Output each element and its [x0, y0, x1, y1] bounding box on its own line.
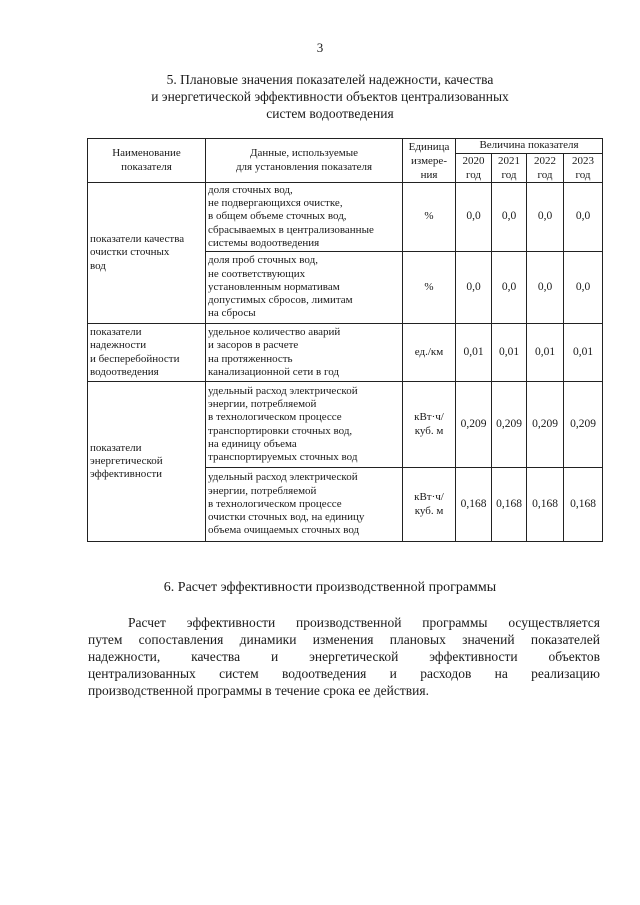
header-year — [492, 154, 527, 183]
cell-text: кВт·ч/ — [414, 411, 444, 424]
header-text: 2023 — [572, 155, 595, 167]
unit-cell — [403, 468, 456, 542]
source-data-cell — [206, 382, 403, 468]
value-cell: 0,0 — [492, 183, 527, 252]
paragraph-line: производственной программы в течение срока ее действия. — [88, 683, 429, 698]
header-text: ния — [420, 168, 438, 181]
value-cell: 0,209 — [456, 382, 492, 468]
header-source-data — [206, 139, 403, 183]
unit-cell — [403, 252, 456, 324]
cell-text: вод — [90, 259, 106, 272]
cell-text: удельный расход электрической — [208, 471, 358, 484]
header-unit — [403, 139, 456, 183]
cell-text: транспортировки сточных вод, — [208, 424, 353, 437]
value-cell: 0,0 — [564, 252, 603, 324]
cell-text: доля проб сточных вод, — [208, 254, 318, 267]
cell-text: удельный расход электрической — [208, 384, 358, 397]
source-data-cell — [206, 468, 403, 542]
indicator-name-cell — [88, 382, 206, 542]
cell-text: на сбросы — [208, 307, 256, 320]
value-cell: 0,0 — [564, 183, 603, 252]
cell-text: показатели — [90, 325, 142, 338]
value-cell: 0,209 — [492, 382, 527, 468]
value-cell: 0,209 — [527, 382, 564, 468]
cell-text: сбрасываемых в централизованные — [208, 223, 374, 236]
cell-text: транспортируемых сточных вод — [208, 451, 358, 464]
cell-text: % — [424, 280, 434, 293]
table-row — [88, 324, 603, 382]
cell-text: очистки сточных — [90, 246, 170, 259]
cell-text: и бесперебойности — [90, 352, 180, 365]
section-5-title-line: и энергетической эффективности объектов централизованных — [151, 89, 509, 104]
header-text: 2020 — [462, 155, 485, 167]
cell-text: очистки сточных вод, на единицу — [208, 511, 365, 524]
value-cell: 0,01 — [564, 324, 603, 382]
cell-text: показатели качества — [90, 233, 185, 246]
header-value-group: Величина показателя — [456, 139, 603, 154]
section-5-title-line: 5. Плановые значения показателей надежности, качества — [166, 72, 494, 87]
paragraph-line: Расчет эффективности производственной программы осуществляется — [128, 615, 600, 630]
value-cell: 0,0 — [456, 252, 492, 324]
cell-text: не подвергающихся очистке, — [208, 197, 343, 210]
paragraph-line: централизованных систем водоотведения и расходов на реализацию — [88, 666, 600, 681]
indicator-name-cell — [88, 183, 206, 324]
header-text: Данные, используемые — [249, 147, 359, 160]
header-text: 2022 — [534, 155, 556, 167]
header-text: год — [537, 169, 553, 181]
paragraph-line: путем сопоставления динамики изменения плановых значений показателей — [88, 632, 600, 647]
section-6-title: 6. Расчет эффективности производственной программы — [163, 580, 497, 595]
cell-text: в технологическом процессе — [208, 411, 342, 424]
cell-text: объема очищаемых сточных вод — [208, 524, 360, 537]
paragraph-line: надежности, качества и энергетической эффективности объектов — [88, 649, 600, 664]
value-cell: 0,01 — [456, 324, 492, 382]
section-5-title — [60, 71, 600, 122]
value-cell: 0,209 — [564, 382, 603, 468]
indicator-name-cell — [88, 324, 206, 382]
cell-text: % — [424, 210, 434, 223]
table-row — [88, 183, 603, 252]
header-year — [456, 154, 492, 183]
source-data-cell — [206, 252, 403, 324]
value-cell: 0,0 — [456, 183, 492, 252]
header-text: год — [465, 169, 482, 181]
header-indicator-name — [88, 139, 206, 183]
cell-text: энергии, потребляемой — [208, 484, 317, 497]
section-6-paragraph — [88, 614, 600, 699]
header-text: для установления показателя — [235, 160, 373, 173]
value-cell: 0,0 — [492, 252, 527, 324]
cell-text: в технологическом процессе — [208, 497, 342, 510]
header-text: показателя — [121, 160, 172, 173]
cell-text: на протяженность — [208, 352, 293, 365]
unit-cell — [403, 382, 456, 468]
cell-text: и засоров в расчете — [208, 339, 299, 352]
cell-text: эффективности — [90, 468, 163, 481]
cell-text: куб. м — [414, 504, 444, 517]
header-text: 2021 — [498, 155, 520, 167]
section-5-title-line: систем водоотведения — [266, 106, 394, 121]
cell-text: доля сточных вод, — [208, 183, 293, 196]
header-text: год — [501, 169, 517, 181]
page-number: 3 — [316, 40, 324, 55]
cell-text: не соответствующих — [208, 267, 306, 280]
cell-text: допустимых сбросов, лимитам — [208, 294, 353, 307]
value-cell: 0,01 — [492, 324, 527, 382]
header-text: год — [575, 169, 591, 181]
value-cell: 0,168 — [492, 468, 527, 542]
value-cell: 0,168 — [564, 468, 603, 542]
cell-text: в общем объеме сточных вод, — [208, 210, 347, 223]
cell-text: энергии, потребляемой — [208, 397, 317, 410]
table-header-row — [88, 139, 603, 154]
cell-text: системы водоотведения — [208, 236, 320, 249]
source-data-cell — [206, 324, 403, 382]
cell-text: удельное количество аварий — [208, 325, 341, 338]
cell-text: показатели — [90, 441, 142, 454]
header-text: Наименование — [112, 147, 181, 160]
header-text: Единица — [408, 140, 450, 153]
value-cell: 0,0 — [527, 252, 564, 324]
cell-text: куб. м — [414, 424, 444, 437]
value-cell: 0,01 — [527, 324, 564, 382]
unit-cell — [403, 183, 456, 252]
cell-text: на единицу объема — [208, 437, 297, 450]
header-year — [527, 154, 564, 183]
value-cell: 0,168 — [456, 468, 492, 542]
unit-cell — [403, 324, 456, 382]
indicators-table — [87, 138, 603, 542]
cell-text: установленным нормативам — [208, 280, 340, 293]
cell-text: водоотведения — [90, 365, 159, 378]
cell-text: кВт·ч/ — [414, 491, 444, 504]
table-row — [88, 382, 603, 468]
cell-text: надежности — [90, 339, 147, 352]
value-cell: 0,168 — [527, 468, 564, 542]
header-text: измере- — [411, 154, 447, 167]
cell-text: энергетической — [90, 454, 163, 467]
cell-text: канализационной сети в год — [208, 365, 340, 378]
cell-text: ед./км — [414, 345, 444, 358]
header-year — [564, 154, 603, 183]
value-cell: 0,0 — [527, 183, 564, 252]
source-data-cell — [206, 183, 403, 252]
